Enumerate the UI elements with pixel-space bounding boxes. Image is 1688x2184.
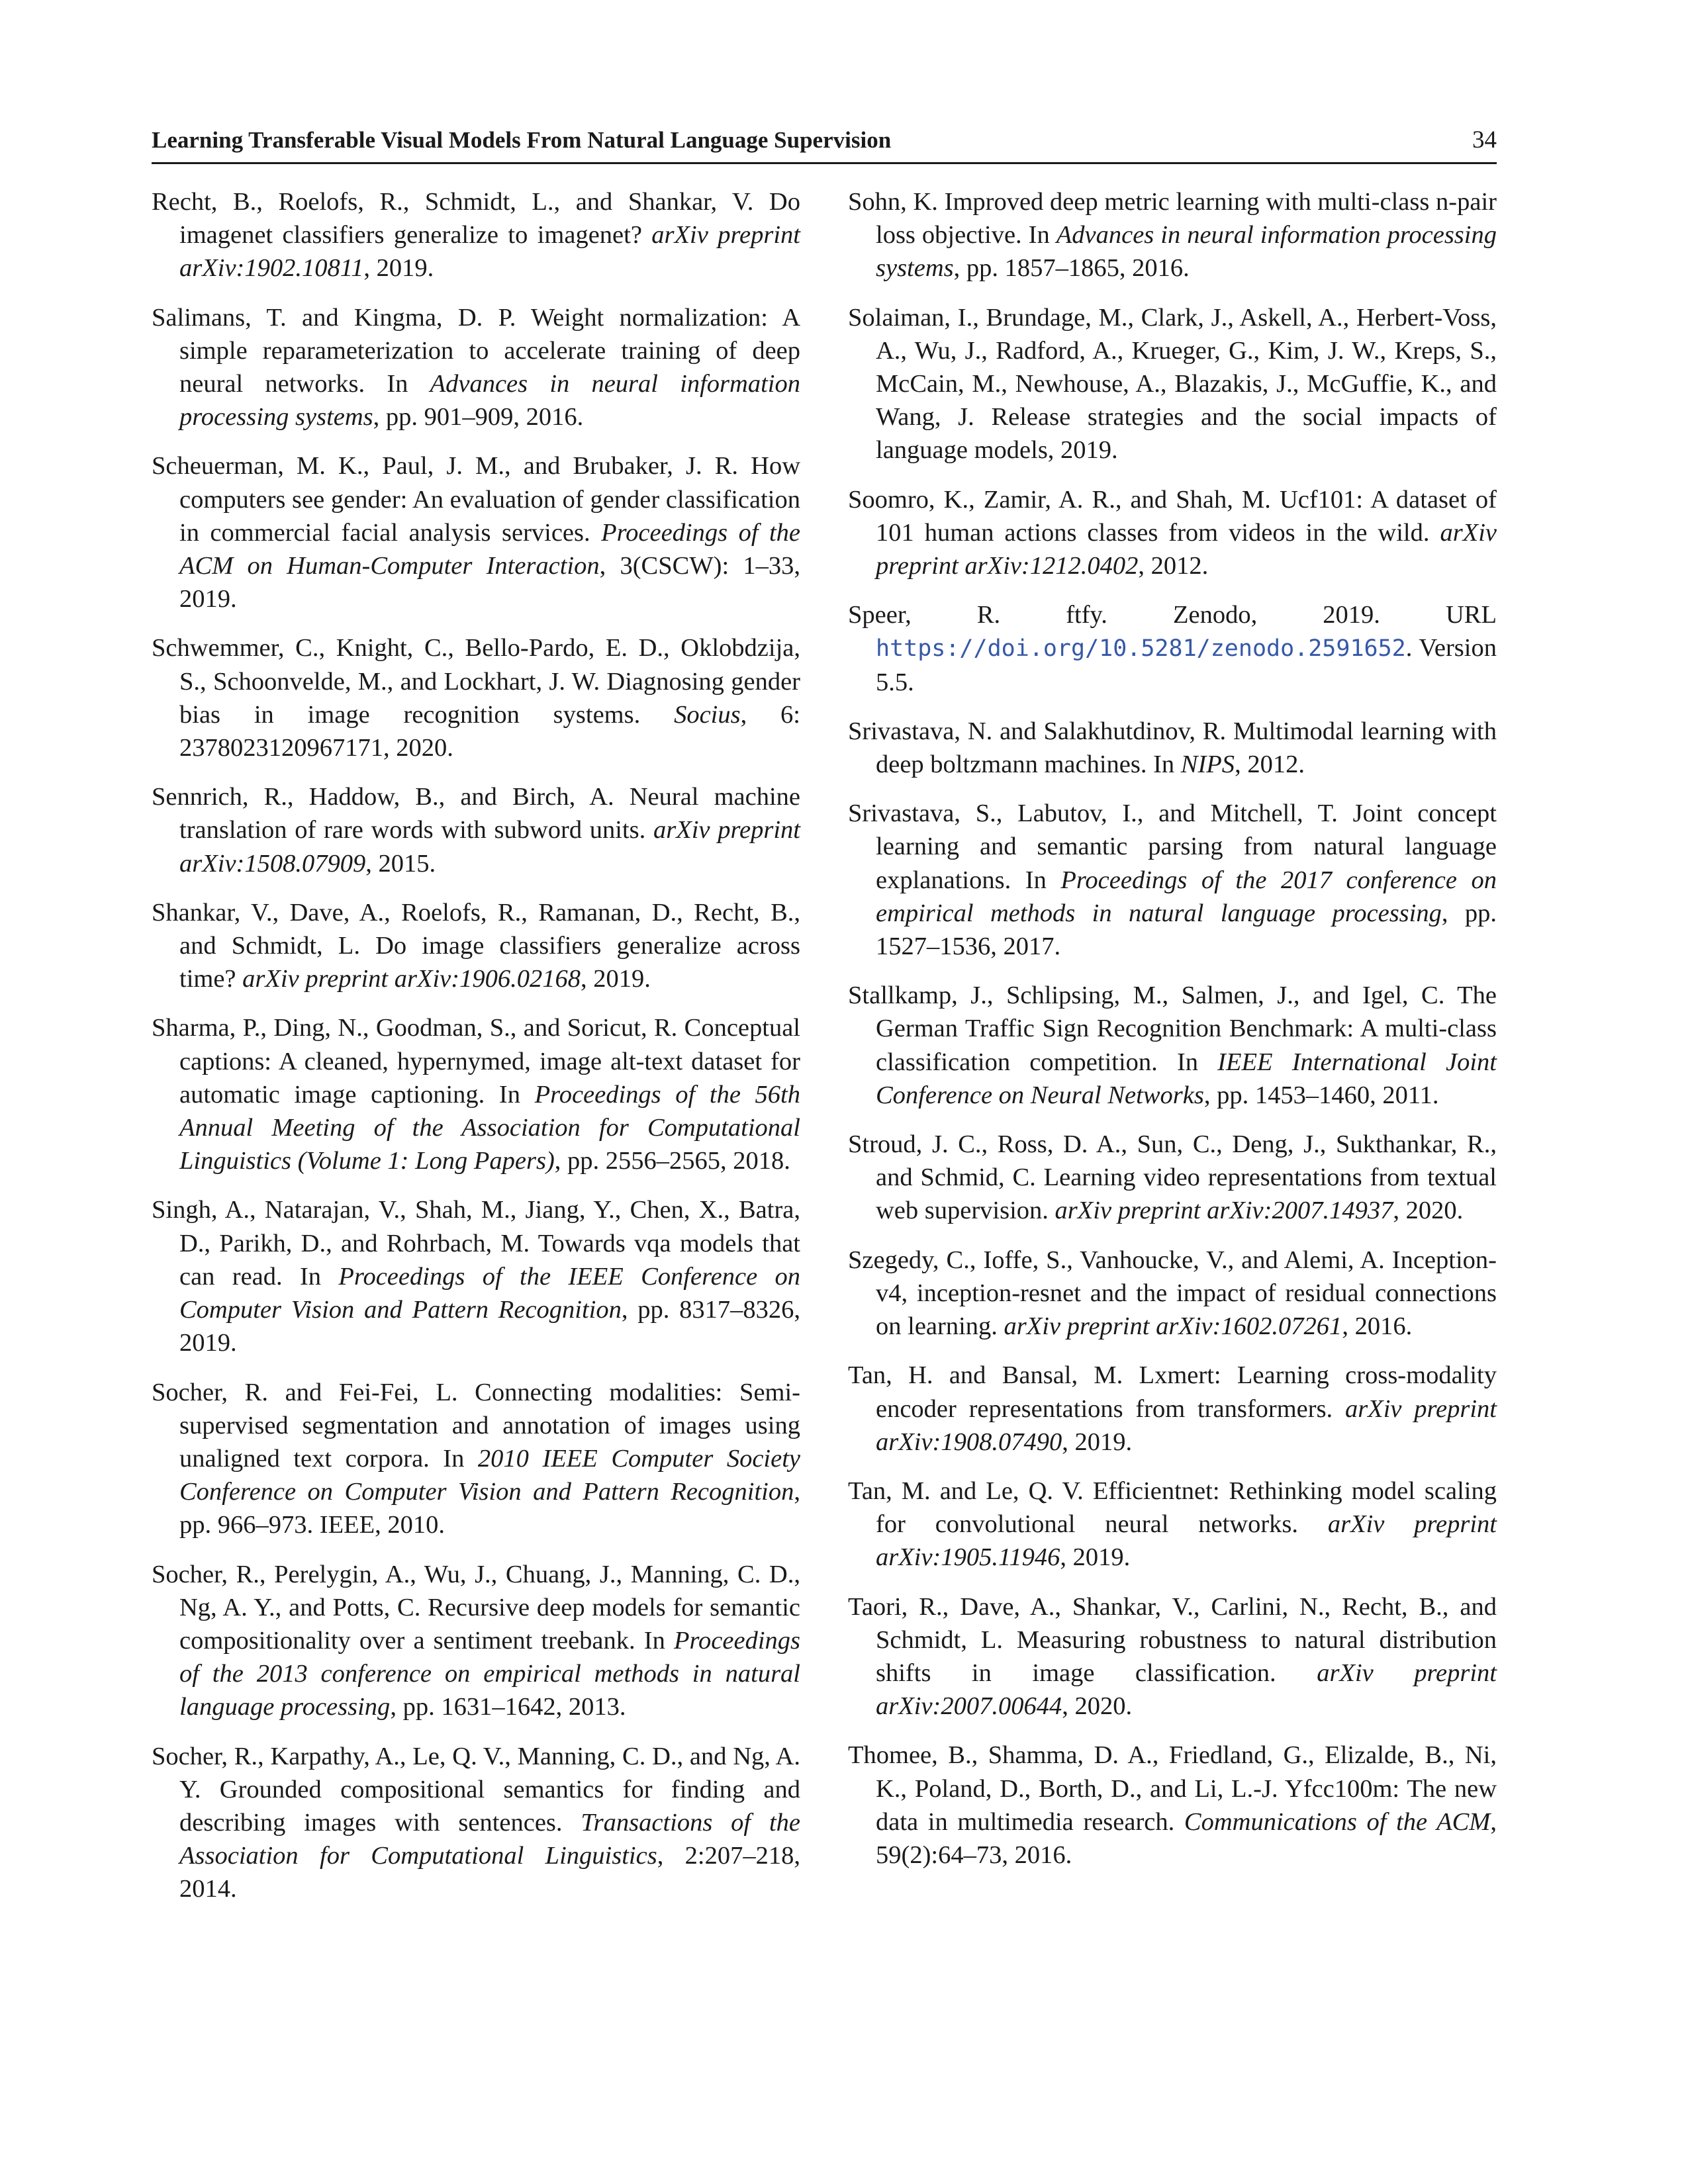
ref-venue: IEEE International Joint Conference on Neural Networks — [876, 1048, 1497, 1109]
ref-text: Tan, H. and Bansal, M. Lxmert: Learning cross-modality encoder representations from transformers. — [848, 1361, 1497, 1423]
reference-entry — [848, 797, 1497, 963]
reference-entry — [848, 483, 1497, 583]
reference-entry — [152, 780, 800, 880]
ref-text: , 2019. — [1060, 1543, 1131, 1572]
ref-text: Sennrich, R., Haddow, B., and Birch, A. Neural machine translation of rare words with subword units. — [152, 783, 800, 844]
ref-text: Stroud, J. C., Ross, D. A., Sun, C., Deng, J., Sukthankar, R., and Schmid, C. Learning video representations from textual web supervision. — [848, 1130, 1497, 1225]
ref-text: , 2:207–218, 2014. — [179, 1842, 800, 1903]
ref-text: , pp. 2556–2565, 2018. — [554, 1147, 790, 1175]
ref-venue: Proceedings of the 2017 conference on empirical methods in natural language processing — [876, 866, 1497, 927]
ref-text: Szegedy, C., Ioffe, S., Vanhoucke, V., and Alemi, A. Inception-v4, inception-resnet and the impact of residual connections on learning. — [848, 1246, 1497, 1341]
ref-text: Salimans, T. and Kingma, D. P. Weight normalization: A simple reparameterization to accelerate training of deep neural networks. In — [152, 303, 800, 398]
reference-entry — [848, 185, 1497, 285]
ref-text: Speer, R. ftfy. Zenodo, 2019. URL — [848, 601, 1497, 629]
reference-entry — [152, 301, 800, 434]
ref-venue: Proceedings of the IEEE Conference on Computer Vision and Pattern Recognition — [179, 1262, 800, 1324]
ref-text: , 2012. — [1138, 552, 1209, 580]
ref-venue: arXiv preprint arXiv:1902.10811 — [179, 221, 800, 283]
ref-text: Srivastava, N. and Salakhutdinov, R. Multimodal learning with deep boltzmann machines. In — [848, 717, 1497, 779]
reference-entry — [848, 1244, 1497, 1343]
ref-text: , pp. 1453–1460, 2011. — [1203, 1081, 1439, 1109]
ref-text: . Version 5.5. — [876, 634, 1497, 696]
ref-text: Singh, A., Natarajan, V., Shah, M., Jiang, Y., Chen, X., Batra, D., Parikh, D., and Rohrbach, M. Towards vqa models that can read. In — [152, 1196, 800, 1291]
reference-entry — [848, 1590, 1497, 1723]
ref-text: Solaiman, I., Brundage, M., Clark, J., Askell, A., Herbert-Voss, A., Wu, J., Radford, A., Krueger, G., Kim, J. W., Kreps, S., McCain, M., Newhouse, A., Blazakis, J., McGuffie, K., and Wang, J. Release strategies and the social impacts of language models, 2019. — [848, 303, 1497, 465]
ref-text: Stallkamp, J., Schlipsing, M., Salmen, J., and Igel, C. The German Traffic Sign Recognition Benchmark: A multi-class classification competition. In — [848, 981, 1497, 1076]
reference-entry — [848, 715, 1497, 781]
ref-text: , 3(CSCW): 1–33, 2019. — [179, 552, 800, 614]
ref-text: Schwemmer, C., Knight, C., Bello-Pardo, E. D., Oklobdzija, S., Schoonvelde, M., and Lockhart, J. W. Diagnosing gender bias in image recognition systems. — [152, 634, 800, 729]
ref-venue: Advances in neural information processing systems — [876, 221, 1497, 283]
ref-venue: NIPS — [1180, 751, 1235, 779]
ref-text: Shankar, V., Dave, A., Roelofs, R., Ramanan, D., Recht, B., and Schmidt, L. Do image classifiers generalize across time? — [152, 898, 800, 993]
ref-text: , 2016. — [1342, 1312, 1413, 1341]
references-right-column — [848, 185, 1497, 1888]
ref-text: , pp. 1857–1865, 2016. — [953, 254, 1190, 283]
ref-venue: 2010 IEEE Computer Society Conference on Computer Vision and Pattern Recognition — [179, 1444, 800, 1506]
ref-text: , 2019. — [580, 965, 651, 993]
ref-venue: Advances in neural information processing systems — [179, 370, 800, 432]
ref-venue: Proceedings of the 56th Annual Meeting of the Association for Computational Linguistics (Volume 1: Long Papers) — [179, 1080, 800, 1175]
ref-venue: arXiv preprint arXiv:1212.0402 — [876, 518, 1497, 580]
ref-venue: Communications of the ACM — [1184, 1807, 1491, 1836]
reference-entry — [848, 301, 1497, 467]
ref-text: Socher, R., Perelygin, A., Wu, J., Chuang, J., Manning, C. D., Ng, A. Y., and Potts, C. Recursive deep models for semantic compositionality over a sentiment treebank. In — [152, 1560, 800, 1655]
ref-venue: arXiv preprint arXiv:1508.07909 — [179, 816, 800, 878]
ref-text: Thomee, B., Shamma, D. A., Friedland, G., Elizalde, B., Ni, K., Poland, D., Borth, D., and Li, L.-J. Yfcc100m: The new data in multimedia research. — [848, 1741, 1497, 1836]
ref-venue: arXiv preprint arXiv:2007.00644 — [876, 1659, 1497, 1721]
reference-entry — [848, 1359, 1497, 1459]
page-number: 34 — [1472, 126, 1497, 154]
ref-text: Tan, M. and Le, Q. V. Efficientnet: Rethinking model scaling for convolutional neural networks. — [848, 1477, 1497, 1539]
ref-venue: arXiv preprint arXiv:1906.02168 — [242, 965, 581, 993]
reference-entry — [152, 1011, 800, 1177]
ref-venue: arXiv preprint arXiv:1908.07490 — [876, 1394, 1497, 1456]
reference-entry — [848, 1128, 1497, 1228]
ref-text: Socher, R., Karpathy, A., Le, Q. V., Manning, C. D., and Ng, A. Y. Grounded compositional semantics for finding and describing images with sentences. — [152, 1742, 800, 1837]
ref-text: Soomro, K., Zamir, A. R., and Shah, M. Ucf101: A dataset of 101 human actions classes from videos in the wild. — [848, 485, 1497, 547]
ref-venue: Proceedings of the 2013 conference on empirical methods in natural language processing — [179, 1626, 800, 1721]
references-left-column — [152, 185, 800, 1922]
reference-entry — [152, 896, 800, 996]
ref-text: , 2019. — [363, 254, 434, 283]
reference-entry — [152, 1740, 800, 1906]
ref-text: Srivastava, S., Labutov, I., and Mitchell, T. Joint concept learning and semantic parsing from natural language explanations. In — [848, 799, 1497, 894]
reference-entry — [152, 449, 800, 615]
ref-venue: arXiv preprint arXiv:1602.07261 — [1004, 1312, 1342, 1341]
ref-venue: Socius — [674, 700, 741, 729]
ref-text: , 2019. — [1062, 1428, 1133, 1456]
reference-entry — [152, 1376, 800, 1542]
ref-text: Socher, R. and Fei-Fei, L. Connecting modalities: Semi-supervised segmentation and annotation of images using unaligned text corpora. In — [152, 1378, 800, 1473]
ref-text: , 2020. — [1393, 1197, 1464, 1225]
ref-text: Taori, R., Dave, A., Shankar, V., Carlini, N., Recht, B., and Schmidt, L. Measuring robustness to natural distribution shifts in image classification. — [848, 1592, 1497, 1687]
ref-text: , pp. 1527–1536, 2017. — [876, 899, 1497, 961]
reference-entry — [848, 1739, 1497, 1872]
ref-url-link[interactable]: https://doi.org/10.5281/zenodo.2591652 — [876, 635, 1406, 662]
ref-text: , 2020. — [1062, 1692, 1133, 1721]
ref-text: Recht, B., Roelofs, R., Schmidt, L., and Shankar, V. Do imagenet classifiers generalize to imagenet? — [152, 188, 800, 250]
reference-entry — [848, 979, 1497, 1112]
ref-venue: Proceedings of the ACM on Human-Computer Interaction — [179, 518, 801, 580]
ref-text: , pp. 901–909, 2016. — [373, 403, 584, 432]
ref-text: , 6: 2378023120967171, 2020. — [179, 700, 800, 762]
reference-entry — [152, 1558, 800, 1724]
ref-venue: arXiv preprint arXiv:1905.11946 — [876, 1510, 1497, 1572]
reference-entry — [152, 185, 800, 285]
ref-text: , pp. 1631–1642, 2013. — [390, 1693, 626, 1721]
ref-venue: Transactions of the Association for Computational Linguistics — [179, 1808, 801, 1870]
reference-entry — [152, 631, 800, 764]
running-header — [152, 124, 1497, 164]
ref-text: , 2015. — [365, 849, 436, 878]
ref-text: , 59(2):64–73, 2016. — [876, 1807, 1497, 1869]
ref-text: , 2012. — [1235, 751, 1305, 779]
ref-text: Sharma, P., Ding, N., Goodman, S., and Soricut, R. Conceptual captions: A cleaned, hypernymed, image alt-text dataset for automatic image captioning. In — [152, 1014, 800, 1109]
ref-text: , pp. 8317–8326, 2019. — [179, 1296, 800, 1357]
ref-text: Scheuerman, M. K., Paul, J. M., and Brubaker, J. R. How computers see gender: An evaluation of gender classification in commercial facial analysis services. — [152, 452, 800, 547]
reference-entry — [848, 598, 1497, 699]
ref-text: , pp. 966–973. IEEE, 2010. — [179, 1478, 800, 1539]
reference-entry — [848, 1475, 1497, 1574]
paper-title: Learning Transferable Visual Models From Natural Language Supervision — [152, 127, 892, 153]
reference-entry — [152, 1193, 800, 1359]
ref-venue: arXiv preprint arXiv:2007.14937 — [1055, 1197, 1393, 1225]
ref-text: Sohn, K. Improved deep metric learning with multi-class n-pair loss objective. In — [848, 188, 1497, 250]
